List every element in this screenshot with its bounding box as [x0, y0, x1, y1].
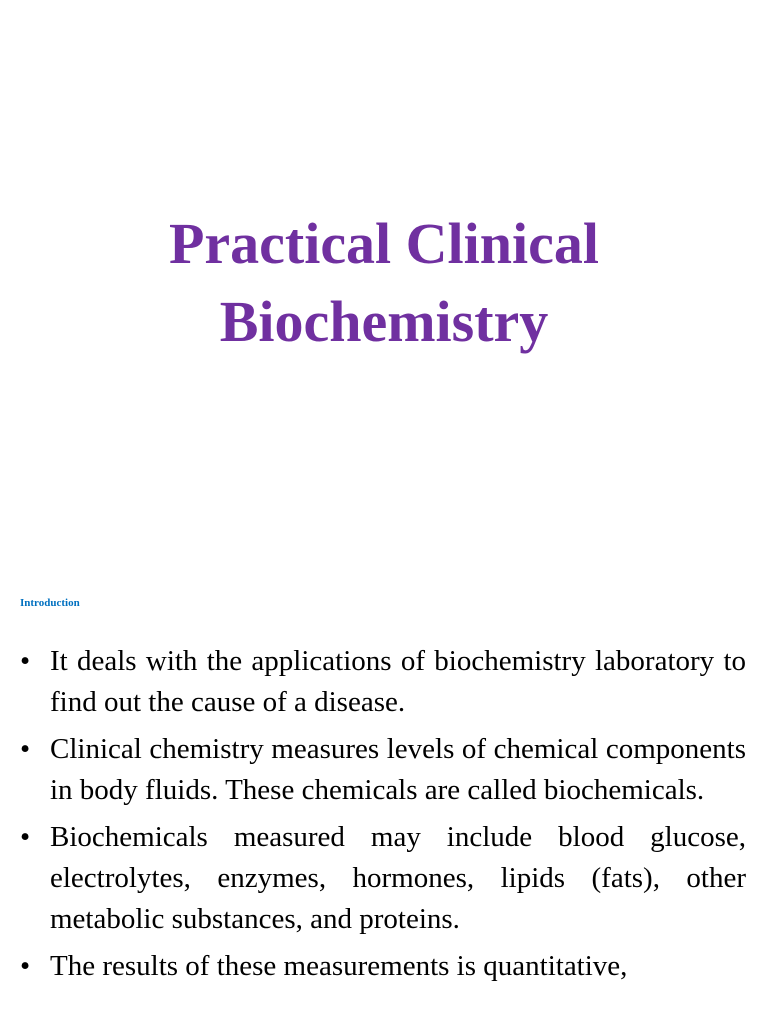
- bullet-text: Biochemicals measured may include blood glucose, electrolytes, enzymes, hormones, lipids (fats), other metabolic substances, and proteins.: [50, 821, 746, 935]
- bullet-marker: •: [20, 821, 31, 853]
- title-line-1: Practical Clinical: [168, 211, 600, 276]
- bullet-item: [20, 817, 746, 940]
- bullet-marker: •: [20, 950, 31, 982]
- bullet-item: [20, 641, 746, 723]
- title-line-2: Biochemistry: [219, 289, 549, 354]
- section-label-introduction: Introduction: [20, 597, 80, 609]
- bullet-list: [20, 641, 746, 993]
- bullet-marker: •: [20, 733, 31, 765]
- bullet-item: [20, 946, 746, 987]
- bullet-item: [20, 729, 746, 811]
- bullet-text: Clinical chemistry measures levels of chemical components in body fluids. These chemicals are called biochemicals.: [50, 733, 746, 806]
- bullet-marker: •: [20, 645, 31, 677]
- bullet-text: It deals with the applications of biochemistry laboratory to find out the cause of a disease.: [50, 645, 746, 718]
- bullet-text: The results of these measurements is quantitative,: [50, 950, 628, 982]
- document-title: [0, 205, 768, 361]
